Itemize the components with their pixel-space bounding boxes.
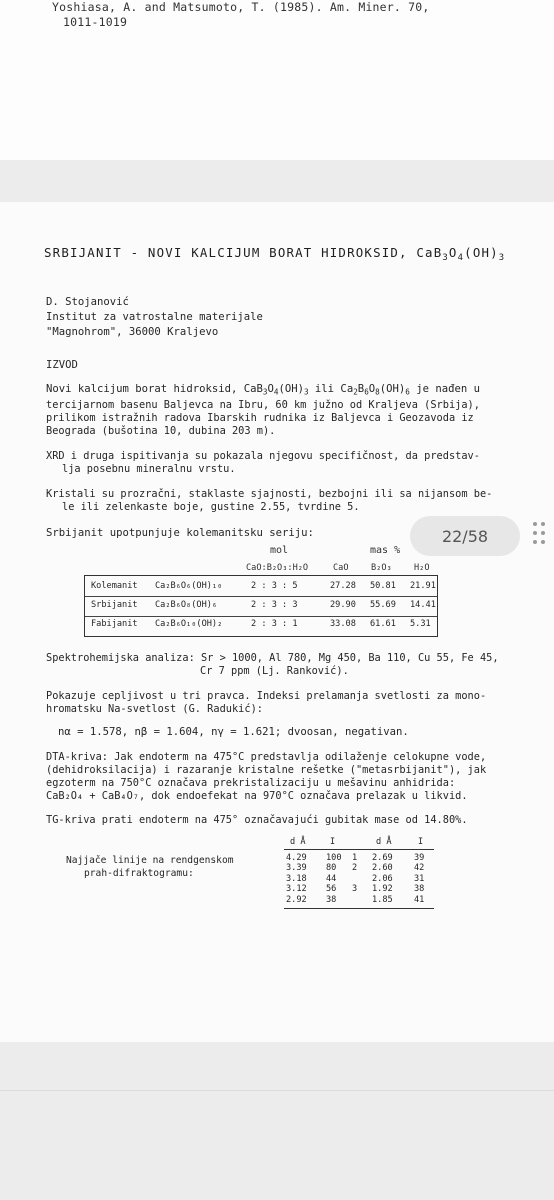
b2o3-value: 50.81 bbox=[370, 581, 396, 591]
dta-line-3: egzoterm na 750°C označava prekristalizaciju u mešavinu anhidrida: bbox=[46, 777, 456, 789]
optics-line-2: hromatsku Na-svetlost (G. Radukić): bbox=[46, 703, 263, 715]
xrd-extra-left: 3 bbox=[352, 884, 358, 895]
paragraph-1-line-4: Beograda (bušotina 10, dubina 203 m). bbox=[46, 425, 276, 437]
xrd-i-right: 41 bbox=[414, 894, 425, 905]
paragraph-4: Srbijanit upotpunjuje kolemanitsku seriju: bbox=[46, 527, 314, 539]
mineral-formula: Ca₂B₆O₆(OH)₁₀ bbox=[155, 581, 223, 591]
mineral-name: Srbijanit bbox=[91, 600, 138, 610]
xrd-i-left: 56 bbox=[326, 884, 337, 895]
xrd-i-left: 44 bbox=[326, 873, 337, 884]
reference-line-1: Yoshiasa, A. and Matsumoto, T. (1985). Am. Miner. 70, bbox=[52, 0, 430, 14]
tg-line: TG-kriva prati endoterm na 475° označavajući gubitak mase od 14.80%. bbox=[46, 814, 468, 826]
h2o-value: 5.31 bbox=[410, 619, 431, 629]
xrd-extra-left: 2 bbox=[352, 863, 358, 874]
next-page-gap bbox=[0, 1042, 554, 1200]
b2o3-value: 61.61 bbox=[370, 619, 396, 629]
mineral-name: Kolemanit bbox=[91, 581, 138, 591]
mineral-formula: Ca₂B₆O₁₀(OH)₂ bbox=[155, 619, 223, 629]
mineral-formula: Ca₂B₆O₈(OH)₆ bbox=[155, 600, 218, 610]
xrd-i-left: 38 bbox=[326, 894, 337, 905]
cao-value: 33.08 bbox=[330, 619, 356, 629]
spectro-line-2: Cr 7 ppm (Lj. Ranković). bbox=[200, 665, 349, 677]
xrd-d-left: 3.12 bbox=[286, 884, 307, 895]
xrd-footer-rule bbox=[284, 908, 434, 909]
scroll-handle-icon[interactable] bbox=[533, 522, 549, 550]
dta-line-2: (dehidroksilacija) i razaranje kristalne rešetke ("metasrbijanit"), jak bbox=[46, 764, 487, 776]
xrd-d-right: 2.60 bbox=[372, 863, 393, 874]
table-header-h2o: H₂O bbox=[414, 563, 430, 573]
h2o-value: 14.41 bbox=[410, 600, 436, 610]
dta-line-1: DTA-kriva: Jak endoterm na 475°C predstavlja odilaženje celokupne vode, bbox=[46, 751, 487, 763]
cao-value: 27.28 bbox=[330, 581, 356, 591]
mol-ratio: 2 : 3 : 5 bbox=[251, 581, 298, 591]
cao-value: 29.90 bbox=[330, 600, 356, 610]
document-title: SRBIJANIT - NOVI KALCIJUM BORAT HIDROKSID, $CaB_3O_4(OH)_3$ bbox=[44, 245, 506, 264]
xrd-d-left: 3.18 bbox=[286, 873, 307, 884]
xrd-header-d-right: d Å bbox=[376, 837, 392, 847]
xrd-i-right: 31 bbox=[414, 873, 425, 884]
paragraph-3-line-2: le ili zelenkaste boje, gustine 2.55, tvrdine 5. bbox=[62, 501, 360, 513]
abstract-heading: IZVOD bbox=[46, 359, 78, 371]
mol-ratio: 2 : 3 : 3 bbox=[251, 600, 298, 610]
xrd-label-line-2: prah-difraktogramu: bbox=[84, 868, 194, 879]
author-name: D. Stojanović bbox=[46, 296, 129, 308]
dta-line-4: CaB₂O₄ + CaB₄O₇, dok endoefekat na 970°C označava prelazak u likvid. bbox=[46, 790, 468, 802]
xrd-d-right: 1.85 bbox=[372, 894, 393, 905]
xrd-d-right: 2.06 bbox=[372, 873, 393, 884]
xrd-header-rule bbox=[284, 849, 434, 850]
xrd-i-right: 42 bbox=[414, 863, 425, 874]
xrd-d-left: 2.92 bbox=[286, 894, 307, 905]
reference-text bbox=[52, 0, 430, 30]
xrd-header-i-left: I bbox=[330, 837, 336, 847]
xrd-header-i-right: I bbox=[418, 837, 424, 847]
page-gap bbox=[0, 160, 554, 202]
xrd-i-left: 100 bbox=[326, 853, 342, 863]
reference-line-2: 1011-1019 bbox=[63, 15, 128, 29]
paragraph-3-line-1: Kristali su prozračni, staklaste sjajnosti, bezbojni ili sa nijansom be- bbox=[46, 488, 493, 500]
xrd-d-right: 2.69 bbox=[372, 853, 393, 863]
xrd-header-d-left: d Å bbox=[290, 837, 306, 847]
xrd-i-right: 39 bbox=[414, 853, 425, 863]
table-header-ratio: CaO:B₂O₃:H₂O bbox=[246, 563, 309, 573]
spectro-line-1: Spektrohemijska analiza: Sr > 1000, Al 780, Mg 450, Ba 110, Cu 55, Fe 45, bbox=[46, 652, 499, 664]
optics-line-1: Pokazuje cepljivost u tri pravca. Indeksi prelamanja svetlosti za mono- bbox=[46, 690, 487, 702]
paragraph-2-line-1: XRD i druga ispitivanja su pokazala njegovu specifičnost, da predstav- bbox=[46, 450, 480, 462]
table-header-b2o3: B₂O₃ bbox=[371, 563, 392, 573]
h2o-value: 21.91 bbox=[410, 581, 436, 591]
xrd-d-left: 3.39 bbox=[286, 863, 307, 874]
table-row bbox=[85, 578, 437, 597]
xrd-d-left: 4.29 bbox=[286, 853, 307, 863]
refractive-indices: nα = 1.578, nβ = 1.604, nγ = 1.621; dvoosan, negativan. bbox=[58, 726, 409, 738]
mol-ratio: 2 : 3 : 1 bbox=[251, 619, 298, 629]
author-institute: Institut za vatrostalne materijale bbox=[46, 311, 263, 323]
xrd-i-left: 80 bbox=[326, 863, 337, 874]
xrd-extra-left: 1 bbox=[352, 853, 358, 863]
paragraph-1-line-1: Novi kalcijum borat hidroksid, $CaB_3O_4(OH)_3$ ili $Ca_2B_6O_8(OH)_6$ je nađen u bbox=[46, 383, 481, 397]
page-counter[interactable]: 22/58 bbox=[410, 516, 520, 556]
table-row bbox=[85, 616, 437, 635]
mineral-name: Fabijanit bbox=[91, 619, 138, 629]
table-header-cao: CaO bbox=[333, 563, 349, 573]
b2o3-value: 55.69 bbox=[370, 600, 396, 610]
author-address: "Magnohrom", 36000 Kraljevo bbox=[46, 326, 219, 338]
paragraph-1-line-3: prilikom istražnih radova Ibarskih rudnika iz Baljevca i Geozavoda iz bbox=[46, 412, 474, 424]
document-page[interactable] bbox=[0, 202, 554, 1042]
kolemanite-series-table bbox=[84, 575, 438, 637]
table-row bbox=[85, 596, 437, 617]
xrd-d-right: 1.92 bbox=[372, 884, 393, 895]
paragraph-2-line-2: lja posebnu mineralnu vrstu. bbox=[62, 463, 236, 475]
previous-page bbox=[0, 0, 554, 160]
xrd-label-line-1: Najjače linije na rendgenskom bbox=[66, 855, 234, 866]
paragraph-1-line-2: tercijarnom basenu Baljevca na Ibru, 60 km južno od Kraljeva (Srbija), bbox=[46, 399, 480, 411]
table-header-mas: mas % bbox=[370, 545, 401, 556]
table-header-mol: mol bbox=[270, 545, 289, 556]
xrd-i-right: 38 bbox=[414, 884, 425, 895]
